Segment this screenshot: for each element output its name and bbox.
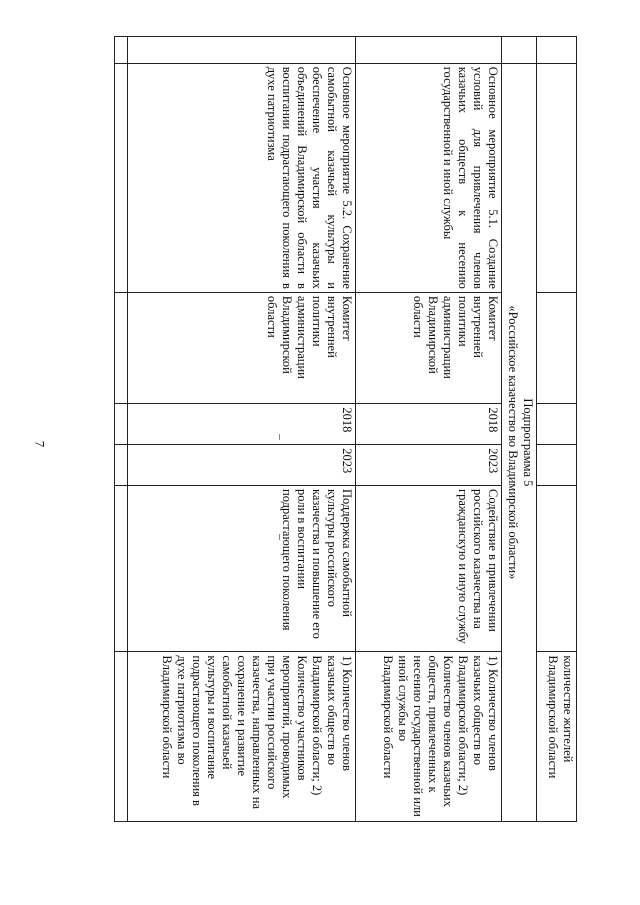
end-year-cell: 2023	[356, 445, 502, 486]
table-cell-empty	[356, 37, 502, 64]
table-cell-empty	[115, 37, 128, 64]
result-cell: Поддержка самобытной культуры российского казачества и повышение его роли в воспитании подрастающего поколения	[128, 486, 356, 652]
indicators-cell: 1) Количество членов казачьих обществ во Владимирской области; 2) Количество участников мероприятий, проводимых при участии российского казачества, направленных на сохранение и развитие самобытной казачьей культуры и воспитание подрастающего поколения в духе патриотизма во Владимирской области	[128, 652, 356, 822]
table-cell-empty	[115, 292, 128, 403]
executor-cell: Комитет внутренней политики администрации Владимирской области	[128, 292, 356, 403]
subprogram-title-cell	[502, 63, 537, 821]
result-cell: Содействие в привлечении российского казачества на гражданскую и иную службу	[356, 486, 502, 652]
table-row-continuation	[115, 37, 128, 822]
table-cell-empty	[128, 37, 356, 64]
table-cell-empty	[115, 486, 128, 652]
table-cell-empty	[115, 63, 128, 292]
executor-cell: Комитет внутренней политики администрации Владимирской области	[356, 292, 502, 403]
scan-mark	[279, 534, 280, 540]
end-year-cell: 2023	[128, 445, 356, 486]
table-cell-previous-indicator: количестве жителей Владимирской области	[537, 652, 577, 822]
table-cell-empty	[537, 445, 577, 486]
table-row	[356, 37, 502, 822]
table-row-previous	[537, 37, 577, 822]
table-row	[128, 37, 356, 822]
start-year-cell: 2018	[356, 404, 502, 445]
table-cell-empty	[537, 37, 577, 64]
table-cell-empty	[537, 63, 577, 292]
table-cell-empty	[115, 404, 128, 445]
subprogram-header-row	[502, 37, 537, 822]
table-cell-empty	[537, 404, 577, 445]
program-table	[114, 36, 577, 822]
table-cell-empty	[537, 486, 577, 652]
table-cell-empty	[115, 445, 128, 486]
measure-cell: Основное мероприятие 5.1. Создание условий для привлечения членов казачьих обществ к несению государственной и иной службы	[356, 63, 502, 292]
subprogram-title: Подпрограмма 5	[521, 398, 535, 487]
table-cell-empty	[537, 292, 577, 403]
scan-mark	[279, 434, 280, 440]
measure-cell: Основное мероприятие 5.2. Сохранение самобытной казачьей культуры и обеспечение участия казачьих объединений Владимирской области в воспитании подрастающего поколения в духе патриотизма	[128, 63, 356, 292]
subprogram-subtitle: «Российское казачество во Владимирской области»	[506, 305, 520, 580]
page-number: 7	[32, 440, 48, 448]
start-year-cell: 2018	[128, 404, 356, 445]
table-cell-empty	[502, 37, 537, 64]
indicators-cell: 1) Количество членов казачьих обществ во Владимирской области; 2) Количество членов казачьих обществ, привлеченных к несению государственной или иной службы во Владимирской области	[356, 652, 502, 822]
table-cell-empty	[115, 652, 128, 822]
